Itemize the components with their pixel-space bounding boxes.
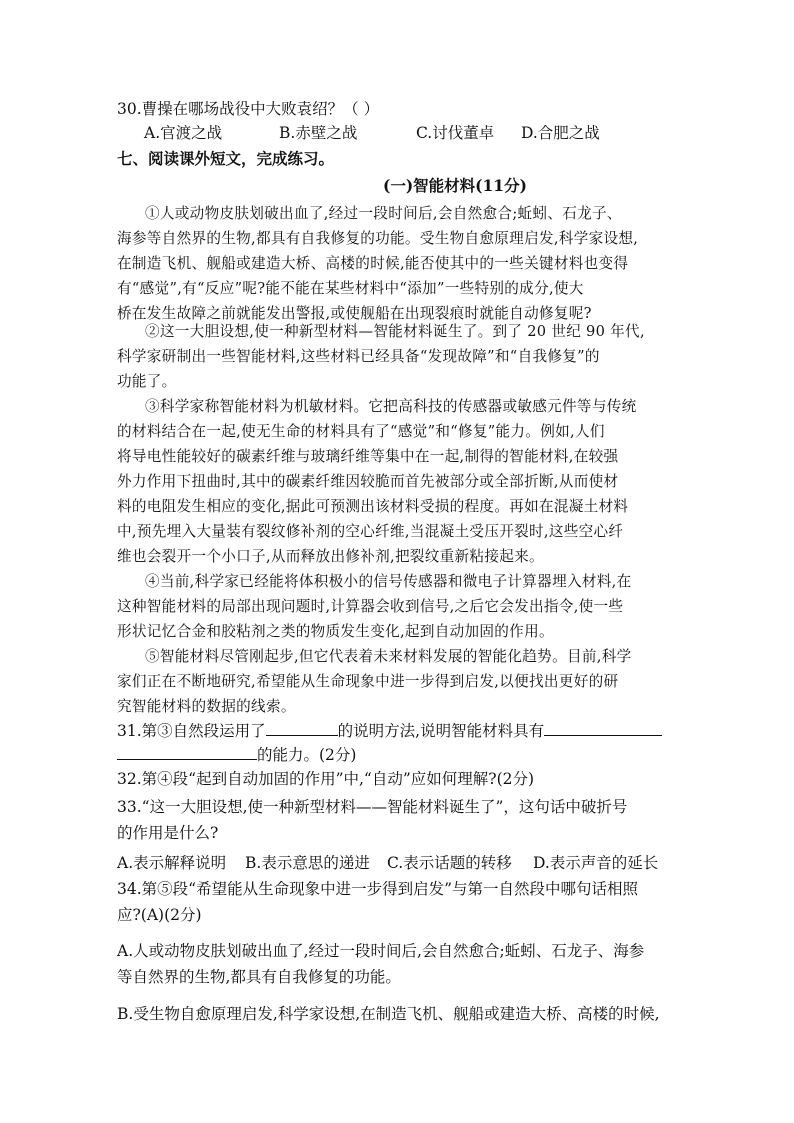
question-34-line2: 应?(A)(2分) bbox=[117, 906, 202, 924]
passage-p2-line: 功能了。 bbox=[117, 373, 177, 390]
passage-p1-line: ①人或动物皮肤划破出血了,经过一段时间后,会自然愈合;蚯蚓、石龙子、 bbox=[145, 205, 622, 222]
passage-p1-line: 在制造飞机、舰船或建造大桥、高楼的时候,能否使其中的一些关键材料也变得 bbox=[117, 255, 629, 272]
q33-option-d[interactable]: D.表示声音的延长 bbox=[533, 854, 659, 872]
question-33-line1: 33.“这一大胆设想,使一种新型材料——智能材料诞生了”，这句话中破折号 bbox=[117, 798, 628, 816]
q34-option-a-line2[interactable]: 等自然界的生物,都具有自我修复的功能。 bbox=[117, 968, 401, 986]
passage-p5-line: 家们正在不断地研究,希望能从生命现象中进一步得到启发,以便找出更好的研 bbox=[117, 673, 619, 690]
question-34-line1: 34.第⑤段“希望能从生命现象中进一步得到启发”与第一自然段中哪句话相照 bbox=[117, 880, 639, 898]
passage-p4-line: 形状记忆合金和胶粘剂之类的物质发生变化,起到自动加固的作用。 bbox=[117, 623, 554, 640]
q31-blank-method[interactable] bbox=[266, 719, 338, 736]
q33-option-a[interactable]: A.表示解释说明 bbox=[117, 854, 227, 872]
q31-text-part2: 的说明方法,说明智能材料具有 bbox=[337, 722, 545, 740]
passage-p3-line: 的材料结合在一起,使无生命的材料具有了“感觉”和“修复”能力。例如,人们 bbox=[117, 423, 605, 440]
question-33-options bbox=[117, 853, 658, 873]
q30-option-d[interactable]: D.合肥之战 bbox=[521, 124, 600, 142]
passage-p2-line: 科学家研制出一些智能材料,这些材料已经具备“发现故障”和“自我修复”的 bbox=[117, 348, 600, 365]
question-32: 32.第④段“起到自动加固的作用”中,“自动”应如何理解?(2分) bbox=[117, 770, 535, 788]
q34-option-a-line1[interactable]: A.人或动物皮肤划破出血了,经过一段时间后,会自然愈合;蚯蚓、石龙子、海参 bbox=[117, 942, 645, 960]
q31-text-part1: 31.第③自然段运用了 bbox=[117, 722, 266, 740]
passage-p1-line: 海参等自然界的生物,都具有自我修复的功能。受生物自愈原理启发,科学家设想, bbox=[117, 230, 639, 247]
q31-text-part3: 的能力。(2分) bbox=[257, 746, 357, 764]
passage-p5-line: 究智能材料的数据的线索。 bbox=[117, 698, 296, 715]
question-33-line2: 的作用是什么? bbox=[117, 824, 219, 842]
passage-p4-line: 这种智能材料的局部出现问题时,计算器会收到信号,之后它会发出指令,使一些 bbox=[117, 598, 624, 615]
question-31-line1 bbox=[117, 719, 662, 741]
passage-p3-line: 外力作用下扭曲时,其中的碳素纤维因较脆而首先被部分或全部折断,从而使材 bbox=[117, 473, 619, 490]
q33-option-c[interactable]: C.表示话题的转移 bbox=[387, 854, 512, 872]
passage-p1-line: 有“感觉”,有“反应”呢?能不能在某些材料中“添加”一些特别的成分,使大 bbox=[117, 280, 584, 297]
question-30-stem: 30.曹操在哪场战役中大败袁绍？（ ） bbox=[117, 100, 380, 118]
q33-option-b[interactable]: B.表示意思的递进 bbox=[245, 854, 370, 872]
passage-p5-line: ⑤智能材料尽管刚起步,但它代表着未来材料发展的智能化趋势。目前,科学 bbox=[145, 648, 632, 665]
passage-p4-line: ④当前,科学家已经能将体积极小的信号传感器和微电子计算器埋入材料,在 bbox=[145, 573, 632, 590]
passage-p2-line: ②这一大胆设想,使一种新型材料—智能材料诞生了。到了 20 世纪 90 年代, bbox=[145, 323, 645, 340]
passage-p3-line: 中,预先埋入大量装有裂纹修补剂的空心纤维,当混凝土受压开裂时,这些空心纤 bbox=[117, 523, 624, 540]
q31-blank-ability-1[interactable] bbox=[544, 719, 662, 736]
q30-option-c[interactable]: C.讨伐董卓 bbox=[416, 124, 495, 142]
passage-p3-line: 料的电阻发生相应的变化,据此可预测出该材料受损的程度。再如在混凝土材料 bbox=[117, 498, 629, 515]
question-31-line2 bbox=[117, 743, 356, 765]
passage-p3-line: 维也会裂开一个小口子,从而释放出修补剂,把裂纹重新粘接起来。 bbox=[117, 548, 544, 565]
passage-p3-line: 将导电性能较好的碳素纤维与玻璃纤维等集中在一起,制得的智能材料,在较强 bbox=[117, 448, 619, 465]
question-30-options bbox=[144, 123, 600, 143]
article-title: (一)智能材料(11分) bbox=[383, 176, 527, 195]
q34-option-b-line1[interactable]: B.受生物自愈原理启发,科学家设想,在制造飞机、舰船或建造大桥、高楼的时候, bbox=[117, 1005, 660, 1023]
q30-option-b[interactable]: B.赤壁之战 bbox=[279, 124, 358, 142]
passage-p3-line: ③科学家称智能材料为机敏材料。它把高科技的传感器或敏感元件等与传统 bbox=[145, 398, 637, 415]
q30-option-a[interactable]: A.官渡之战 bbox=[144, 124, 223, 142]
section-7-heading: 七、阅读课外短文，完成练习。 bbox=[117, 149, 335, 168]
passage-p1-line: 桥在发生故障之前就能发出警报,或使舰船在出现裂痕时就能自动修复呢? bbox=[117, 305, 592, 322]
q31-blank-ability-2[interactable] bbox=[117, 743, 257, 760]
